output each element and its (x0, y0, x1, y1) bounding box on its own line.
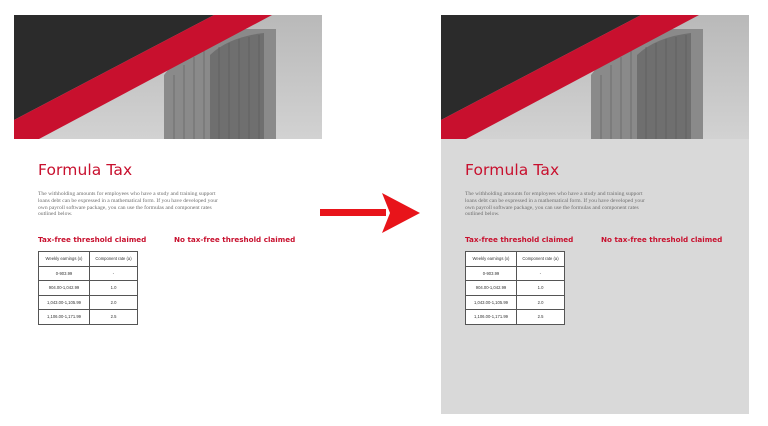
table-row (466, 295, 565, 310)
table-header-row (466, 252, 565, 267)
subheading-threshold-claimed: Tax-free threshold claimed (38, 235, 147, 244)
cell-earnings: 0-903.99 (466, 266, 517, 281)
table-row (39, 281, 138, 296)
table-row (466, 281, 565, 296)
rates-table (38, 251, 138, 325)
cell-earnings: 1,043.00-1,105.99 (466, 295, 517, 310)
cell-earnings: 0-903.99 (39, 266, 90, 281)
cell-rate: 2.5 (90, 310, 138, 325)
page-title: Formula Tax (38, 161, 133, 179)
hero-image (441, 15, 749, 139)
table-row (466, 266, 565, 281)
intro-paragraph: The withholding amounts for employees who have a study and training support loans debt can be expressed in a mathematical form. If you have developed your own payroll software package, you can use the formulas and component rates outlined below. (38, 191, 218, 218)
page-before (14, 15, 322, 415)
cell-earnings: 904.00-1,042.99 (466, 281, 517, 296)
header-weekly-earnings: Weekly earnings (x) (39, 252, 90, 267)
cell-rate: 2.0 (90, 295, 138, 310)
table-row (39, 310, 138, 325)
page-title: Formula Tax (465, 161, 560, 179)
cell-earnings: 1,106.00-1,171.99 (39, 310, 90, 325)
page-after (441, 15, 749, 414)
rates-table (465, 251, 565, 325)
cell-rate: 1.0 (517, 281, 565, 296)
cell-rate: - (517, 266, 565, 281)
table-header-row (39, 252, 138, 267)
cell-earnings: 904.00-1,042.99 (39, 281, 90, 296)
table-row (466, 310, 565, 325)
table-row (39, 266, 138, 281)
cell-rate: 1.0 (90, 281, 138, 296)
header-weekly-earnings: Weekly earnings (x) (466, 252, 517, 267)
subheading-no-threshold: No tax-free threshold claimed (174, 235, 296, 244)
table-row (39, 295, 138, 310)
header-component-rate: Component rate (a) (90, 252, 138, 267)
cell-earnings: 1,106.00-1,171.99 (466, 310, 517, 325)
cell-earnings: 1,043.00-1,105.99 (39, 295, 90, 310)
cell-rate: - (90, 266, 138, 281)
subheading-threshold-claimed: Tax-free threshold claimed (465, 235, 574, 244)
subheading-no-threshold: No tax-free threshold claimed (601, 235, 723, 244)
header-component-rate: Component rate (a) (517, 252, 565, 267)
cell-rate: 2.0 (517, 295, 565, 310)
right-arrow-icon (320, 193, 420, 233)
cell-rate: 2.5 (517, 310, 565, 325)
hero-image (14, 15, 322, 139)
intro-paragraph: The withholding amounts for employees who have a study and training support loans debt can be expressed in a mathematical form. If you have developed your own payroll software package, you can use the formulas and component rates outlined below. (465, 191, 645, 218)
